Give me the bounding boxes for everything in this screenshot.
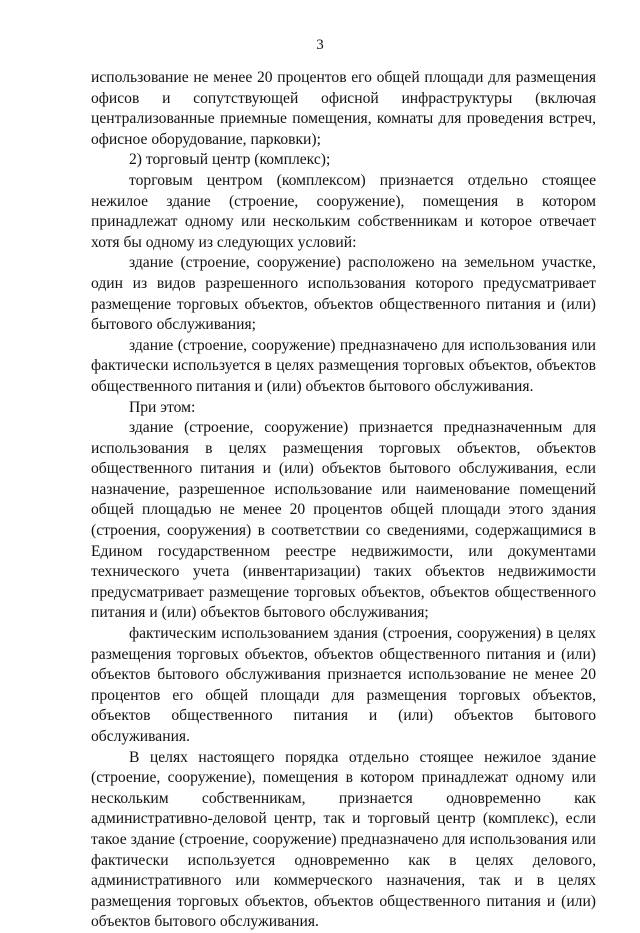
paragraph-actual-use: фактическим использованием здания (строения, сооружения) в целях размещения торговых объектов, объектов общественного питания и (или) объектов бытового обслуживания признается использование не менее 20 процентов его общей площади для размещения торговых объектов, объектов общественного питания и (или) объектов бытового обслуживания.: [91, 625, 596, 745]
paragraph-both-centers: В целях настоящего порядка отдельно стоящее нежилое здание (строение, сооружение), помещения в котором принадлежат одному или нескольким собственникам, признается одновременно как административно-деловой центр, так и торговый центр (комплекс), если такое здание (строение, сооружение) предназначено для использования или фактически используется одновременно как в целях делового, административного или коммерческого назначения, так и в целях размещения торговых объектов, объектов общественного питания и (или) объектов бытового обслуживания.: [91, 748, 596, 931]
paragraph-moreover: При этом:: [129, 398, 196, 416]
page-number: 3: [316, 37, 324, 53]
paragraph-condition-building-use: здание (строение, сооружение) предназначено для использования или фактически используется в целях размещения торговых объектов, объектов общественного питания и (или) объектов бытового обслуживания.: [91, 336, 596, 395]
paragraph-intended-use: здание (строение, сооружение) признается предназначенным для использования в целях размещения торговых объектов, объектов общественного питания и (или) объектов бытового обслуживания, если назначение, разрешенное использование или наименование помещений общей площадью не менее 20 процентов общей площади этого здания (строения, сооружения) в соответствии со сведениями, содержащимися в Едином государственном реестре недвижимости, или документами технического учета (инвентаризации) таких объектов недвижимости предусматривает размещение торговых объектов, объектов общественного питания и (или) объектов бытового обслуживания;: [91, 419, 596, 622]
paragraph-list-item-shopping-center: 2) торговый центр (комплекс);: [129, 151, 331, 169]
document-body: [91, 68, 596, 933]
paragraph-continuation: использование не менее 20 процентов его общей площади для размещения офисов и сопутствующей офисной инфраструктуры (включая централизованные приемные помещения, комнаты для проведения встреч, офисное оборудование, парковки);: [91, 69, 596, 148]
paragraph-shopping-center-definition: торговым центром (комплексом) признается отдельно стоящее нежилое здание (строение, сооружение), помещения в котором принадлежат одному или нескольким собственникам и которое отвечает хотя бы одному из следующих условий:: [91, 171, 596, 251]
paragraph-condition-land-plot: здание (строение, сооружение) расположено на земельном участке, один из видов разрешенного использования которого предусматривает размещение торговых объектов, объектов общественного питания и (или) бытового обслуживания;: [91, 254, 596, 334]
